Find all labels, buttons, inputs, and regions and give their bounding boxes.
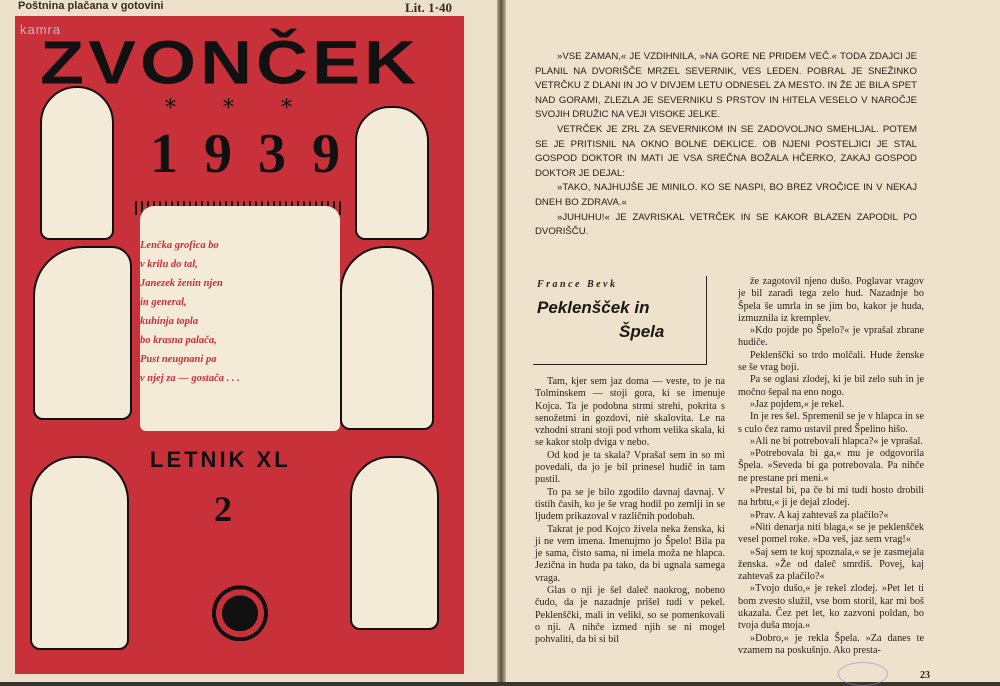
paragraph: Takrat je pod Kojco živela neka ženska, ki ji ne vem imena. Imenujmo jo Špelo! Bila pa je sama, čisto sama, ni imela moža ne hlapca. Jezična in huda pa tako, da bi ugnala samega vraga. <box>535 523 725 584</box>
paragraph: Peklenščki so trdo molčali. Hude ženske se še vrag boji. <box>738 349 924 374</box>
poem-line: Lenčka grofica bo <box>140 240 219 251</box>
paragraph: »Potrebovala bi ga,« mu je odgovorila Špela. »Seveda bi ga potrebovala. Pa nihče ne prestane pri meni.« <box>738 448 924 484</box>
paragraph: VETRČEK JE ZRL ZA SEVERNIKOM IN SE ZADOVOLJNO SMEHLJAL. POTEM SE JE PRITISNIL NA OKNO BOLNE DEKLICE. OB NJENI POSTELJICI JE STAL GOSPOD DOKTOR IN MATI JE VSA SREČNA BOŽALA HČERKO, ZAKAJ GOSPOD DOKTOR JE DEJAL: <box>535 123 917 179</box>
price: Lit. 1·40 <box>405 0 452 15</box>
article-column-1 <box>535 376 725 647</box>
figure-left-bottom <box>30 456 129 650</box>
watermark: kamra <box>20 22 62 37</box>
paragraph: »Prav. A kaj zahtevaš za plačilo?« <box>750 509 889 521</box>
cover-top-line <box>0 0 497 14</box>
figure-right-bottom <box>350 456 439 630</box>
masthead: ZVONČEK <box>40 28 421 97</box>
paragraph: Glas o nji je šel daleč naokrog, nobeno čudo, da je nazadnje prišel tudi v pekel. Peklenščki, mali in veliki, so se pomenkovali o nji. A nihče izmed njih se ni mogel pohvaliti, da bi si bil <box>535 585 725 646</box>
paragraph: »Kdo pojde po Špelo?« je vprašal zbrane hudiče. <box>738 325 924 349</box>
paragraph: »Dobro,« je rekla Špela. »Za danes te vzamem na poskušnjo. Ako presta- <box>738 632 924 656</box>
title-line: Špela <box>619 322 665 341</box>
poem-line: Pust neugnani pa <box>140 354 217 365</box>
article-column-2 <box>738 276 924 657</box>
paragraph: »Tvojo dušo,« je rekel zlodej. »Pet let ti bom zvesto služil, vse bom storil, kar mi boš ukazala. Čez pet let, ko zazvoni poldan, bo tvoja duša moja.« <box>738 583 924 632</box>
article-title <box>537 296 697 344</box>
paragraph: Pa se oglasi zlodej, ki je bil zelo suh in je močno šepal na eno nogo. <box>738 374 924 398</box>
figure-right-middle <box>340 246 434 430</box>
star-ornament: * * * <box>165 96 312 121</box>
paragraph: To pa se je bilo zgodilo davnaj davnaj. V tistih časih, ko je še vrag hodil po zemlji in se ljudem prikazoval v različnih podobah. <box>535 486 725 523</box>
flower-ornament <box>165 561 315 656</box>
library-stamp <box>838 662 888 686</box>
intro-story-text <box>535 50 917 240</box>
paragraph: »TAKO, NAJHUJŠE JE MINILO. KO SE NASPI, BO BREZ VROČICE IN V NEKAJ DNEH BO ZDRAVA.« <box>535 182 917 208</box>
poem-line: v njej za — gostača . . . <box>140 373 240 384</box>
paragraph: »Niti denarja niti blaga,« se je peklenšček vesel pomel roke. »Da veš, jaz sem vrag!« <box>738 521 924 546</box>
paragraph: In je res šel. Spremenil se je v hlapca in se s culo čez ramo ustavil pred Špelino hišo. <box>738 411 924 435</box>
paragraph: »VSE ZAMAN,« JE VZDIHNILA, »NA GORE NE PRIDEM VEČ.« TODA ZDAJCI JE PLANIL NA DVORIŠČE MRZEL SEVERNIK, VES LEDEN. POBRAL JE SNEŽINKO VETRČKU Z DLANI IN JO V DIVJEM LETU ODNESEL ZA MESTO. IN ŽE JE BILA SPET NAD GORAMI, ZLEZLA JE SEVERNIKU S PRSTOV IN HITELA VESELO V NAROČJE SVOJIH DRUŽIC NA VEJI VISOKE JELKE. <box>535 51 917 121</box>
paragraph: »Prestal bi, pa če bi mi tudi hosto drobili na hrbtu,« ji je dejal zlodej. <box>738 485 924 509</box>
poem-line: bo krasna palača, <box>140 335 217 346</box>
page-number: 23 <box>920 670 930 681</box>
cover-page <box>0 0 497 682</box>
article-author: France Bevk <box>537 279 618 290</box>
figure-right-top <box>355 106 429 240</box>
poem-line: Janezek ženin njen <box>140 278 223 289</box>
paragraph: »Jaz pojdem,« je rekel. <box>750 398 845 410</box>
paragraph: »Ali ne bi potrebovali hlapca?« je vprašal. <box>750 435 923 447</box>
poem-line: v krilu do tal, <box>140 259 198 270</box>
poem-line: kuhinja topla <box>140 316 199 327</box>
paragraph: Od kod je ta skala? Vprašal sem in so mi povedali, da jo je bil prinesel hudič in tam pustil. <box>535 449 725 486</box>
paragraph: »Saj sem te koj spoznala,« se je zasmejala ženska. »Že od daleč smrdiš. Povej, kaj zahtevaš za plačilo?« <box>738 546 924 583</box>
figure-left-top <box>40 86 114 240</box>
cover-poem <box>140 236 320 388</box>
paragraph: že zagotovil njeno dušo. Poglavar vragov je bil zaradi tega zelo hud. Nazadnje bo Špela še umrla in se jim bo, kakor je huda, izmuznila iz kremplev. <box>738 276 924 324</box>
issue-number: 2 <box>214 489 232 529</box>
poem-line: in general, <box>140 297 187 308</box>
title-line: Peklenšček in <box>537 298 650 317</box>
book-gutter <box>497 0 506 682</box>
cover-year: 1939 <box>150 123 366 185</box>
figure-left-middle <box>33 246 132 420</box>
paragraph: Tam, kjer sem jaz doma — veste, to je na Tolminskem — stoji gora, ki se imenuje Kojca. Ta je podobna strmi strehi, pokrita s senožetmi in gozdovi, niè skalovita. Le na vzhodni strani stoji pod vrhom velika skala, ki se kakor stolp dviga v nebo. <box>535 376 725 449</box>
volume-label: LETNIK XL <box>150 447 291 472</box>
paragraph: »JUHUHU!« JE ZAVRISKAL VETRČEK IN SE KAKOR BLAZEN ZAPODIL PO DVORIŠČU. <box>535 211 917 238</box>
postage-note: Poštnina plačana v gotovini <box>18 0 164 12</box>
